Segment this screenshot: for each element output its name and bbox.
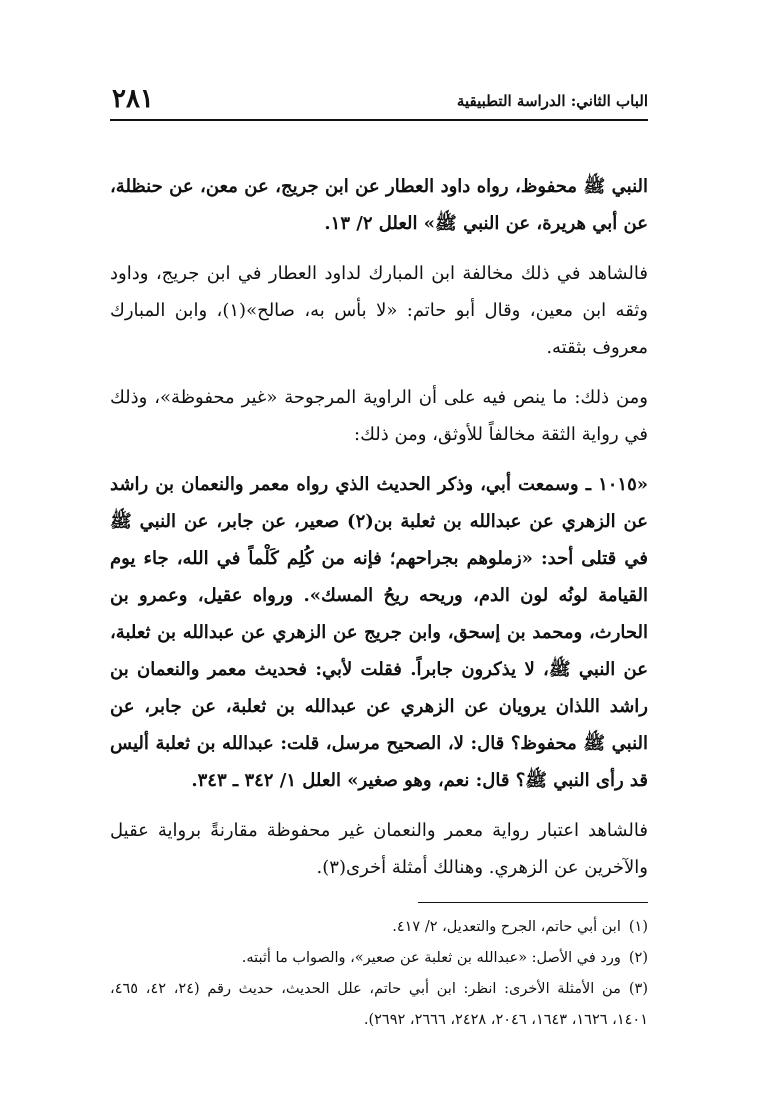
paragraph-1: النبي ﷺ محفوظ، رواه داود العطار عن ابن جريج، عن معن، عن حنظلة، عن أبي هريرة، عن النبي ﷺ» العلل ٢/ ١٣. (110, 176, 648, 234)
footnotes (110, 912, 648, 1036)
paragraph-3: ومن ذلك: ما ينص فيه على أن الراوية المرجوحة «غير محفوظة»، وذلك في رواية الثقة مخالفاً للأوثق، ومن ذلك: (110, 387, 648, 445)
paragraph-2: فالشاهد في ذلك مخالفة ابن المبارك لداود العطار في ابن جريج، وداود وثقه ابن معين، وقال أبو حاتم: «لا بأس به، صالح»(١)، وابن المبارك معروف بثقته. (110, 263, 648, 358)
page-number: ٢٨١ (112, 84, 154, 114)
footnote-3 (110, 974, 648, 1036)
footnote-2 (110, 943, 648, 974)
footnote-1 (110, 912, 648, 943)
header-rule (110, 119, 648, 121)
footnote-text: من الأمثلة الأخرى: انظر: ابن أبي حاتم، علل الحديث، حديث رقم (٢٤، ٤٢، ٤٦٥، ١٤٠١، ١٦٢٦، ١٦٤٣، ٢٠٤٦، ٢٤٢٨، ٢٦٦٦، ٢٦٩٢). (110, 981, 648, 1028)
quoted-hadith-paragraph: «١٠١٥ ـ وسمعت أبي، وذكر الحديث الذي رواه معمر والنعمان بن راشد عن الزهري عن عبدالله بن ثعلبة بن(٢) صعير، عن جابر، عن النبي ﷺ في قتلى أحد: «زملوهم بجراحهم؛ فإنه من كُلِم كَلْماً في الله، جاء يوم القيامة لونُه لون الدم، وريحه ريحُ المسك». ورواه عقيل، وعمرو بن الحارث، ومحمد بن إسحق، وابن جريج عن الزهري عن عبدالله بن ثعلبة، عن النبي ﷺ، لا يذكرون جابراً. فقلت لأبي: فحديث معمر والنعمان بن راشد اللذان يرويان عن الزهري عن عبدالله بن ثعلبة، عن جابر، عن النبي ﷺ محفوظ؟ قال: لا، الصحيح مرسل، قلت: عبدالله بن ثعلبة أليس قد رأى النبي ﷺ؟ قال: نعم، وهو صغير» العلل ١/ ٣٤٢ ـ ٣٤٣. (110, 474, 648, 791)
footnote-number: (٢) (628, 950, 648, 966)
footnote-text: ابن أبي حاتم، الجرح والتعديل، ٢/ ٤١٧. (392, 919, 621, 935)
paragraph-5: فالشاهد اعتبار رواية معمر والنعمان غير محفوظة مقارنةً برواية عقيل والآخرين عن الزهري. وهنالك أمثلة أخرى(٣). (110, 820, 648, 878)
footnote-number: (٣) (628, 981, 648, 997)
running-title: الباب الثاني: الدراسة التطبيقية (456, 92, 648, 110)
footnote-separator (418, 902, 648, 903)
footnote-number: (١) (628, 919, 648, 935)
footnote-text: ورد في الأصل: «عبدالله بن ثعلبة عن صعير»، والصواب ما أثبته. (241, 950, 621, 966)
page-header (110, 82, 648, 118)
main-text (110, 168, 648, 886)
